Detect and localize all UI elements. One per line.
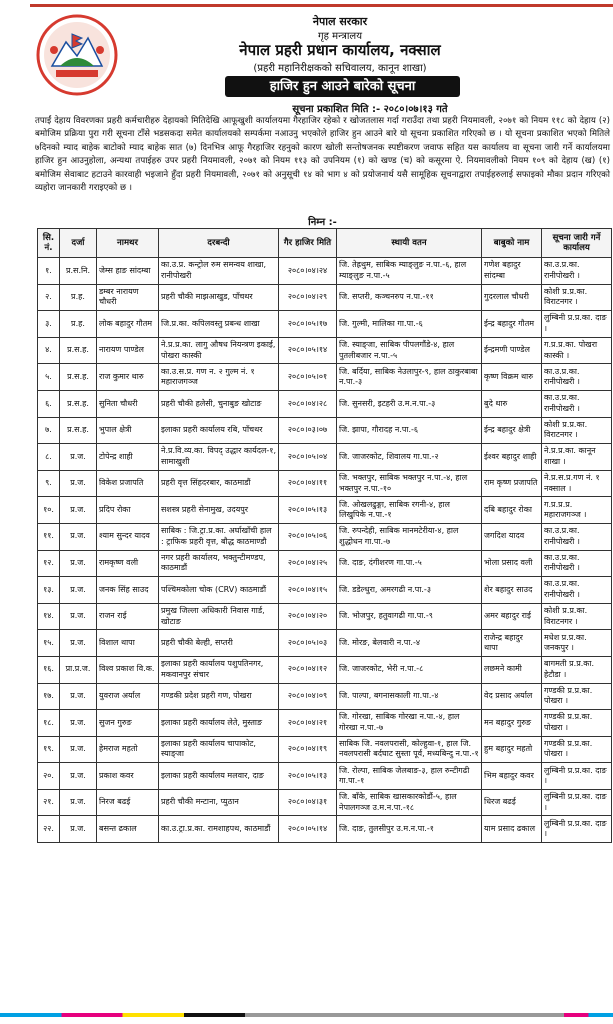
table-cell: प्र.ह.: [60, 311, 97, 338]
table-cell: जि.प्र.का. कपिलवस्तु प्रबन्ध शाखा: [159, 311, 279, 338]
table-cell: राजेन्द्र बहादुर थापा: [482, 630, 542, 657]
table-cell: जगदिश यादव: [482, 523, 542, 550]
table-row: [38, 523, 612, 550]
table-row: [38, 390, 612, 417]
table-cell: शेर बहादुर साउद: [482, 577, 542, 604]
table-cell: प्र.ज.: [60, 523, 97, 550]
table-cell: धिरज बढई: [482, 789, 542, 816]
table-row: [38, 763, 612, 790]
notice-body: तपाईं देहाय विवरणका प्रहरी कर्मचारीहरु देहायको मितिदेखि आफूखुशी कार्यालयमा गैरहाजिर रहेको र खोजतलास गर्दा गराउँदा तथा प्रहरी नियमावली, २०७१ को नियम ११८ को देहाय (२) बमोजिम प्रक्रिया पुरा गरी सूचना टाँसे भडसकदा समेत कार्यालयको सम्पर्कमा नआउनु भएकोले हाजिर हुन आउने बारे यो सूचना प्रकाशित गरिएको छ । यो सूचना प्रकाशित भएको मितिले ७दिनको म्याद बाहेक बाटोको म्याद बाहेक सात (७) दिनभित्र आफू गैरहाजिर रहनुको कारण खोली सन्तोषजनक स्पष्टीकरण जवाफ सहित यस कार्यालय वा सूचना जारी गर्ने कार्यालयमा हाजिर हुन आउनुहोला, अन्यथा तपाईहरु उपर प्रहरी नियमावली, २०७१ को नियम ११३ को उपनियम (१) को खण्ड (च) को कसूरमा ऐ. नियमावलीको नियम १०९ को देहाय (ख) (१) बमोजिम सेवाबाट हटाउने कारवाही भइजाने हुँदा प्रहरी नियमावली, २०७१ को अनुसूची १४ को भाग ४ को प्रयोजनार्थ यसै सामूहिक सूचनाद्वारा तपाईहरुलाई सफाइको मौका प्रदान गरिएको व्यहोरा जानकारी गराइएको छ ।: [35, 116, 610, 194]
table-cell: लुम्बिनी प्र.प्र.का. दाङ ।: [542, 789, 612, 816]
table-cell: २०८०।०४।३१: [279, 789, 337, 816]
ministry-name: गृह मन्त्रालय: [317, 31, 363, 42]
table-cell: बुदे थारु: [482, 390, 542, 417]
nepal-emblem-icon: [36, 14, 118, 96]
table-cell: विश्व प्रकाश वि.क.: [97, 656, 159, 683]
table-cell: जि. झापा, गौरादह न.पा.-६: [337, 417, 482, 444]
list-heading: निम्न :-: [308, 217, 337, 228]
table-cell: प्र.ज.: [60, 630, 97, 657]
table-cell: जि. जाजरकोट, शिवालय गा.पा.-२: [337, 444, 482, 471]
table-cell: राम कृष्ण प्रजापति: [482, 470, 542, 497]
table-cell: प्र.ज.: [60, 497, 97, 524]
table-cell: ७.: [38, 417, 60, 444]
table-cell: जि. सुनसरी, इटहरी उ.म.न.पा.-३: [337, 390, 482, 417]
table-cell: प्रकाश कवर: [97, 763, 159, 790]
table-cell: जि. स्याङ्जा, साबिक पीपलगौंडे-४, हाल पुतलीबजार न.पा.-५: [337, 337, 482, 364]
table-row: [38, 683, 612, 710]
table-cell: नारायण पाण्डेल: [97, 337, 159, 364]
table-cell: प्रहरी चौकी बेल्ही, सप्तरी: [159, 630, 279, 657]
table-cell: याम प्रसाद ढकाल: [482, 816, 542, 843]
table-row: [38, 364, 612, 391]
table-cell: गणेश बहादुर सांदम्बा: [482, 258, 542, 285]
table-cell: प्र.ज.: [60, 736, 97, 763]
table-cell: जि. दाङ, दंगीशरण गा.पा.-५: [337, 550, 482, 577]
table-cell: हेमराज महतो: [97, 736, 159, 763]
table-cell: ११.: [38, 523, 60, 550]
table-cell: ईन्द्रमणी पाण्डेल: [482, 337, 542, 364]
table-row: [38, 258, 612, 285]
table-cell: प्र.स.ह.: [60, 364, 97, 391]
table-cell: २०८०।०५।१३: [279, 763, 337, 790]
table-cell: २०८०।०४।०९: [279, 683, 337, 710]
table-cell: डम्बर नारायण चौधरी: [97, 284, 159, 311]
table-cell: इलाका प्रहरी कार्यालय रबि, पाँचथर: [159, 417, 279, 444]
table-cell: सशस्त्र प्रहरी सेनामुख, उदयपुर: [159, 497, 279, 524]
table-cell: २०८०।०४।१५: [279, 577, 337, 604]
table-row: [38, 789, 612, 816]
table-cell: इलाका प्रहरी कार्यालय चापाकोट, स्याङ्जा: [159, 736, 279, 763]
table-cell: जि. तेह्रथुम, साबिक म्याङ्लुङ न.पा.-६, हाल म्याङ्लुङ न.पा.-५: [337, 258, 482, 285]
table-cell: २०८०।०४।१९: [279, 736, 337, 763]
absentee-table: [37, 228, 612, 843]
table-cell: इलाका प्रहरी कार्यालय लेते, मुस्ताङ: [159, 710, 279, 737]
table-cell: विशाल थापा: [97, 630, 159, 657]
table-cell: इलाका प्रहरी कार्यालय मलवार, दाङ: [159, 763, 279, 790]
table-cell: २०.: [38, 763, 60, 790]
table-cell: २२.: [38, 816, 60, 843]
table-cell: प्र.ज.: [60, 470, 97, 497]
table-cell: ६.: [38, 390, 60, 417]
table-cell: ९.: [38, 470, 60, 497]
table-row: [38, 550, 612, 577]
table-cell: प्रहरी चौकी मन्टाना, प्युठान: [159, 789, 279, 816]
table-cell: जेम्स हाङ सांदम्बा: [97, 258, 159, 285]
table-cell: ३.: [38, 311, 60, 338]
table-cell: राजन राई: [97, 603, 159, 630]
table-cell: जि. रुपन्देही, साबिक मानमटेरीया-४, हाल शुद्धोधन गा.पा.-७: [337, 523, 482, 550]
table-cell: ग.प्र.प्र.प्र. महाराजगञ्ज ।: [542, 497, 612, 524]
table-cell: सुजन गुरुङ: [97, 710, 159, 737]
table-row: [38, 816, 612, 843]
table-cell: १३.: [38, 577, 60, 604]
table-cell: २०८०।०५।०६: [279, 523, 337, 550]
table-cell: २०८०।०४।११: [279, 470, 337, 497]
table-cell: गण्डकी प्र.प्र.का. पोखरा ।: [542, 710, 612, 737]
column-header: बाबुको नाम: [482, 229, 542, 258]
table-cell: १६.: [38, 656, 60, 683]
table-cell: जि. गोरखा, साबिक गोरखा न.पा.-४, हाल गोरखा न.पा.-७: [337, 710, 482, 737]
table-cell: जि. बर्दिया, साबिक नेउलापुर-९, हाल ठाकुरबाबा न.पा.-३: [337, 364, 482, 391]
table-cell: लुम्बिनी प्र.प्र.का. दाङ ।: [542, 816, 612, 843]
table-cell: गण्डकी प्र.प्र.का. पोखरा ।: [542, 736, 612, 763]
table-cell: प्र.ज.: [60, 710, 97, 737]
table-cell: जि. डडेल्धुरा, अमरगढी न.पा.-३: [337, 577, 482, 604]
table-cell: जि. बाँके, साबिक खासकारकोडौं-५, हाल नेपालगञ्ज उ.म.न.पा.-१८: [337, 789, 482, 816]
table-row: [38, 284, 612, 311]
table-cell: २०८०।०४।२५: [279, 550, 337, 577]
table-cell: १०.: [38, 497, 60, 524]
table-row: [38, 603, 612, 630]
table-cell: जि. जाजरकोट, भेरी न.पा.-८: [337, 656, 482, 683]
table-cell: का.उ.प्र.का. रानीपोखरी ।: [542, 523, 612, 550]
table-row: [38, 656, 612, 683]
table-cell: का.उ.प्र. कन्ट्रोल रुम समन्वय शाखा, रानीपोखरी: [159, 258, 279, 285]
table-cell: ईन्द्र बहादुर गौतम: [482, 311, 542, 338]
table-cell: प्र.ज.: [60, 789, 97, 816]
table-cell: ५.: [38, 364, 60, 391]
table-cell: विकेश प्रजापति: [97, 470, 159, 497]
table-cell: प्रदिप रोका: [97, 497, 159, 524]
column-header: सूचना जारी गर्ने कार्यालय: [542, 229, 612, 258]
table-cell: २०८०।०३।०७: [279, 417, 337, 444]
table-cell: २०८०।०५।१४: [279, 337, 337, 364]
table-cell: २०८०।०४।२१: [279, 710, 337, 737]
table-cell: २०८०।०५।०४: [279, 444, 337, 471]
table-cell: ग.प्र.प्र.का. पोखरा कास्की ।: [542, 337, 612, 364]
table-cell: लुम्बिनी प्र.प्र.का. दाङ ।: [542, 763, 612, 790]
table-cell: कोशी प्र.प्र.का. विराटनगर ।: [542, 417, 612, 444]
government-name: नेपाल सरकार: [312, 15, 368, 28]
table-cell: भुपाल क्षेत्री: [97, 417, 159, 444]
table-cell: का.उ.प्र.का. रानीपोखरी ।: [542, 577, 612, 604]
table-cell: हुम बहादुर महतो: [482, 736, 542, 763]
table-cell: २०८०।०४।१२: [279, 656, 337, 683]
table-cell: ईश्वर बहादुर शाही: [482, 444, 542, 471]
table-cell: प्र.स.ह.: [60, 390, 97, 417]
table-cell: गण्डकी प्र.प्र.का. पोखरा ।: [542, 683, 612, 710]
table-header-row: [38, 229, 612, 258]
table-cell: प्रमुख जिल्ला अधिकारी निवास गार्ड, खोटाङ: [159, 603, 279, 630]
table-row: [38, 710, 612, 737]
table-cell: प्र.स.नि.: [60, 258, 97, 285]
table-cell: जि. पाल्पा, बगनासकाली गा.पा.-४: [337, 683, 482, 710]
office-section: (प्रहरी महानिरीक्षकको सचिवालय, कानून शाखा): [253, 63, 427, 74]
table-cell: का.उ.स.प्र. गण न. २ गुल्म नं. १ महाराजगञ्ज: [159, 364, 279, 391]
column-header: गैर हाजिर मिति: [279, 229, 337, 258]
table-cell: टोपेन्द्र शाही: [97, 444, 159, 471]
table-row: [38, 470, 612, 497]
table-cell: मन बहादुर गुरुङ: [482, 710, 542, 737]
table-cell: जि. ओखलढुङ्गा, साबिक रगनी-४, हाल लिखुपिके न.पा.-१: [337, 497, 482, 524]
table-cell: २१.: [38, 789, 60, 816]
table-cell: भिम बहादुर कवर: [482, 763, 542, 790]
table-cell: जि. गुल्मी, मालिका गा.पा.-६: [337, 311, 482, 338]
table-cell: वेद प्रसाद अर्याल: [482, 683, 542, 710]
table-cell: साबिक जि. नवलपरासी, कोल्हुवा-१, हाल जि. नवलपरासी बर्दघाट सुस्ता पूर्व, मध्यबिन्दु न.पा.-१: [337, 736, 482, 763]
table-row: [38, 497, 612, 524]
table-cell: प्र.स.ह.: [60, 337, 97, 364]
table-cell: २०८०।०४।२४: [279, 258, 337, 285]
footer-color-stripe: [0, 1013, 613, 1017]
table-cell: का.उ.प्र.का. रानीपोखरी ।: [542, 390, 612, 417]
top-rule: [30, 4, 613, 7]
table-cell: २०८०।०४।२९: [279, 284, 337, 311]
table-cell: पश्चिमकोला चोक (CRV) काठमाडौं: [159, 577, 279, 604]
table-row: [38, 311, 612, 338]
table-cell: लुम्बिनी प्र.प्र.का. दाङ ।: [542, 311, 612, 338]
table-cell: का.उ.प्र.का. रानीपोखरी ।: [542, 550, 612, 577]
table-row: [38, 417, 612, 444]
table-cell: जि. मोरङ, बेलवारी न.पा.-४: [337, 630, 482, 657]
table-cell: प्रहरी चौकी माझआखुड, पाँचथर: [159, 284, 279, 311]
table-cell: २०८०।०५।०३: [279, 630, 337, 657]
table-cell: जि. दाङ, तुलसीपुर उ.म.न.पा.-१: [337, 816, 482, 843]
table-cell: ४.: [38, 337, 60, 364]
table-cell: ने.प्र.प्र.का. लागु औषध नियन्त्रण इकाई, पोखरा कास्की: [159, 337, 279, 364]
table-cell: प्र.ज.: [60, 550, 97, 577]
table-cell: निरज बढई: [97, 789, 159, 816]
table-cell: राज कुमार थारु: [97, 364, 159, 391]
table-cell: १५.: [38, 630, 60, 657]
publication-date: सूचना प्रकाशित मिति :- २०८०।०७।१३ गते: [292, 104, 448, 115]
table-cell: बसन्त ढकाल: [97, 816, 159, 843]
table-row: [38, 577, 612, 604]
table-cell: ने.प्र.प्र.का. कानून शाखा ।: [542, 444, 612, 471]
table-cell: लछमने कामी: [482, 656, 542, 683]
column-header: दरबन्दी: [159, 229, 279, 258]
table-cell: जि. सप्तरी, कञ्चनरुप न.पा.-११: [337, 284, 482, 311]
table-cell: श्याम सुन्दर यादव: [97, 523, 159, 550]
table-cell: अमर बहादुर राई: [482, 603, 542, 630]
table-cell: २०८०।०४।२८: [279, 390, 337, 417]
notice-title-banner: हाजिर हुन आउने बारेको सूचना: [225, 76, 460, 97]
table-cell: जि. भोजपुर, हतुवागढी गा.पा.-९: [337, 603, 482, 630]
table-cell: ८.: [38, 444, 60, 471]
table-cell: ईन्द्र बहादुर क्षेत्री: [482, 417, 542, 444]
table-cell: कोशी प्र.प्र.का. विराटनगर ।: [542, 603, 612, 630]
table-cell: युवराज अर्याल: [97, 683, 159, 710]
table-cell: १२.: [38, 550, 60, 577]
table-cell: ने.प्र.स.प्र.गण नं. १ नक्साल ।: [542, 470, 612, 497]
table-cell: का.उ.ट्रा.प्र.का. रामशाहपथ, काठमाडौं: [159, 816, 279, 843]
table-cell: २०८०।०४।२०: [279, 603, 337, 630]
table-cell: कृष्ण विक्रम थारु: [482, 364, 542, 391]
table-cell: १४.: [38, 603, 60, 630]
table-cell: प्र.ज.: [60, 763, 97, 790]
table-cell: जि. भक्तपुर, साबिक भक्तपुर न.पा.-४, हाल भक्तपुर न.पा.-१०: [337, 470, 482, 497]
table-cell: साबिक : जि.ट्रा.प्र.का. अर्घाखाँची हाल : ट्राफिक प्रहरी वृत्त, बौद्ध काठमाण्डौ: [159, 523, 279, 550]
table-cell: २.: [38, 284, 60, 311]
table-cell: रामकृष्ण वली: [97, 550, 159, 577]
table-cell: मधेश प्र.प्र.का. जनकपुर ।: [542, 630, 612, 657]
table-cell: कोशी प्र.प्र.का. विराटनगर ।: [542, 284, 612, 311]
table-row: [38, 630, 612, 657]
table-cell: दबि बहादुर रोका: [482, 497, 542, 524]
table-cell: जनक सिंह साउद: [97, 577, 159, 604]
table-cell: २०८०।०५।१७: [279, 311, 337, 338]
table-cell: लोक बहादुर गौतम: [97, 311, 159, 338]
table-cell: भोला प्रसाद वली: [482, 550, 542, 577]
table-cell: १७.: [38, 683, 60, 710]
table-cell: प्रा.प्र.ज.: [60, 656, 97, 683]
table-cell: इलाका प्रहरी कार्यालय पशुपतिनगर, मकवानपुर संचार: [159, 656, 279, 683]
table-row: [38, 337, 612, 364]
table-row: [38, 736, 612, 763]
table-cell: गुदरलाल चौधरी: [482, 284, 542, 311]
table-row: [38, 444, 612, 471]
table-cell: जि. रोल्पा, साबिक जेलबाङ-३, हाल रुन्टीगढी गा.पा.-१: [337, 763, 482, 790]
table-cell: प्र.ज.: [60, 444, 97, 471]
column-header: नामथर: [97, 229, 159, 258]
table-cell: १९.: [38, 736, 60, 763]
table-cell: १८.: [38, 710, 60, 737]
table-cell: का.उ.प्र.का. रानीपोखरी ।: [542, 258, 612, 285]
table-cell: १.: [38, 258, 60, 285]
office-name: नेपाल प्रहरी प्रधान कार्यालय, नक्साल: [239, 41, 441, 59]
column-header: सि. नं.: [38, 229, 60, 258]
table-cell: बागमती प्र.प्र.का. हेटौडा ।: [542, 656, 612, 683]
table-cell: २०८०।०५।०१: [279, 364, 337, 391]
table-cell: प्र.ज.: [60, 577, 97, 604]
table-cell: प्रहरी वृत्त सिंहदरबार, काठमाडौं: [159, 470, 279, 497]
table-cell: नगर प्रहरी कार्यालय, भक्तुन्टीमण्डप, काठमाडौं: [159, 550, 279, 577]
table-cell: सुनिता चौधरी: [97, 390, 159, 417]
table-cell: गण्डकी प्रदेश प्रहरी गण, पोखरा: [159, 683, 279, 710]
table-cell: २०८०।०५।१३: [279, 497, 337, 524]
table-cell: प्र.ज.: [60, 683, 97, 710]
table-cell: ने.प्र.वि.व्य.का. विपद् उद्धार कार्यदल-१, सामाखुशी: [159, 444, 279, 471]
table-cell: २०८०।०५।१४: [279, 816, 337, 843]
table-cell: प्र.ह.: [60, 284, 97, 311]
table-cell: प्रहरी चौकी हलेसी, चुनाबुङ खोटाङ: [159, 390, 279, 417]
column-header: स्थायी वतन: [337, 229, 482, 258]
table-cell: प्र.ज.: [60, 816, 97, 843]
column-header: दर्जा: [60, 229, 97, 258]
table-cell: प्र.ज.: [60, 603, 97, 630]
table-cell: प्र.स.ह.: [60, 417, 97, 444]
table-cell: का.उ.प्र.का. रानीपोखरी ।: [542, 364, 612, 391]
